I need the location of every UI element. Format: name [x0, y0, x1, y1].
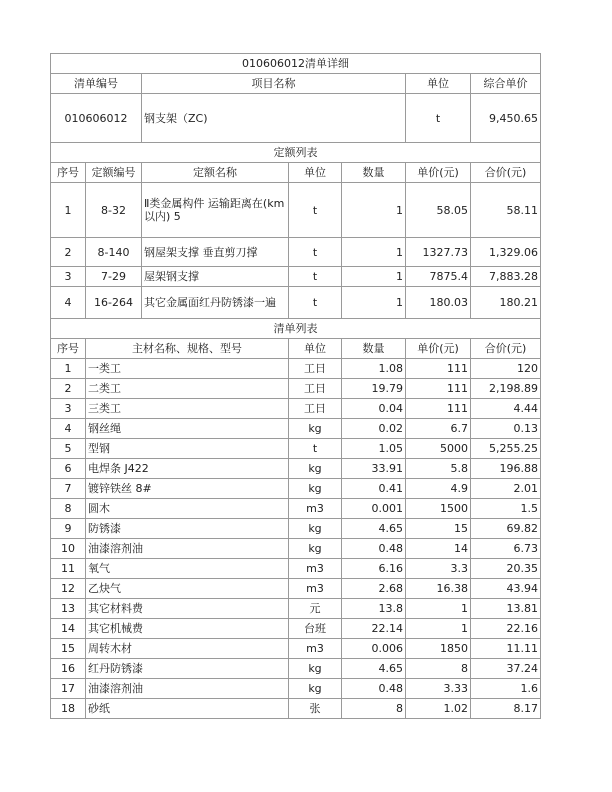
material-row	[51, 379, 541, 399]
quota-qty: 1	[342, 287, 406, 319]
material-name: 二类工	[86, 379, 289, 399]
material-unit: 工日	[289, 359, 342, 379]
material-unit: kg	[289, 459, 342, 479]
bill-code-header: 清单编号	[51, 74, 142, 94]
material-name: 防锈漆	[86, 519, 289, 539]
material-row	[51, 539, 541, 559]
material-seq: 18	[51, 699, 86, 719]
material-qty: 2.68	[342, 579, 406, 599]
material-unit: 元	[289, 599, 342, 619]
quota-seq: 3	[51, 267, 86, 287]
material-unit: 工日	[289, 399, 342, 419]
material-unit-price: 111	[406, 359, 471, 379]
material-qty: 8	[342, 699, 406, 719]
material-seq: 15	[51, 639, 86, 659]
material-name: 乙炔气	[86, 579, 289, 599]
material-unit: m3	[289, 499, 342, 519]
material-qty: 0.02	[342, 419, 406, 439]
material-qty: 22.14	[342, 619, 406, 639]
material-name: 周转木材	[86, 639, 289, 659]
material-unit: kg	[289, 539, 342, 559]
quota-code: 16-264	[86, 287, 142, 319]
material-unit: m3	[289, 639, 342, 659]
quota-name: Ⅱ类金属构件 运输距离在(km以内) 5	[142, 183, 289, 238]
material-qty-header: 数量	[342, 339, 406, 359]
material-seq: 5	[51, 439, 86, 459]
material-total: 1.6	[471, 679, 541, 699]
material-seq: 10	[51, 539, 86, 559]
material-total: 8.17	[471, 699, 541, 719]
material-unit: m3	[289, 579, 342, 599]
material-name: 镀锌铁丝 8#	[86, 479, 289, 499]
material-qty: 33.91	[342, 459, 406, 479]
material-name: 圆木	[86, 499, 289, 519]
material-row	[51, 599, 541, 619]
quota-code-header: 定额编号	[86, 163, 142, 183]
material-row	[51, 619, 541, 639]
material-row	[51, 459, 541, 479]
material-seq: 2	[51, 379, 86, 399]
material-total: 22.16	[471, 619, 541, 639]
material-name: 电焊条 J422	[86, 459, 289, 479]
material-row	[51, 399, 541, 419]
material-seq: 16	[51, 659, 86, 679]
material-name: 钢丝绳	[86, 419, 289, 439]
material-qty: 0.006	[342, 639, 406, 659]
material-name: 油漆溶剂油	[86, 539, 289, 559]
material-unit: t	[289, 439, 342, 459]
quota-qty-header: 数量	[342, 163, 406, 183]
material-row	[51, 699, 541, 719]
quota-qty: 1	[342, 183, 406, 238]
material-row	[51, 439, 541, 459]
quota-code: 8-140	[86, 238, 142, 267]
material-row	[51, 499, 541, 519]
material-total: 2.01	[471, 479, 541, 499]
quota-seq: 4	[51, 287, 86, 319]
composite-price: 9,450.65	[471, 94, 541, 143]
material-unit: kg	[289, 679, 342, 699]
material-seq: 11	[51, 559, 86, 579]
quota-total: 180.21	[471, 287, 541, 319]
material-total: 11.11	[471, 639, 541, 659]
material-seq: 13	[51, 599, 86, 619]
material-seq: 6	[51, 459, 86, 479]
material-unit-price: 111	[406, 399, 471, 419]
material-qty: 0.41	[342, 479, 406, 499]
material-row	[51, 559, 541, 579]
material-total: 2,198.89	[471, 379, 541, 399]
quota-unit: t	[289, 238, 342, 267]
material-seq: 7	[51, 479, 86, 499]
quota-unit-header: 单位	[289, 163, 342, 183]
material-qty: 19.79	[342, 379, 406, 399]
material-seq: 12	[51, 579, 86, 599]
material-unit: kg	[289, 479, 342, 499]
item-unit: t	[406, 94, 471, 143]
material-name: 其它机械费	[86, 619, 289, 639]
quota-seq: 2	[51, 238, 86, 267]
material-total: 13.81	[471, 599, 541, 619]
material-row	[51, 479, 541, 499]
quota-qty: 1	[342, 267, 406, 287]
material-qty: 1.05	[342, 439, 406, 459]
composite-price-header: 综合单价	[471, 74, 541, 94]
material-unit: kg	[289, 419, 342, 439]
item-name-header: 项目名称	[142, 74, 406, 94]
material-unit-price: 14	[406, 539, 471, 559]
material-name: 一类工	[86, 359, 289, 379]
material-seq: 1	[51, 359, 86, 379]
material-unit-price: 3.3	[406, 559, 471, 579]
quota-unit: t	[289, 267, 342, 287]
material-seq: 9	[51, 519, 86, 539]
material-unit-price: 1	[406, 619, 471, 639]
material-qty: 0.48	[342, 679, 406, 699]
material-row	[51, 419, 541, 439]
material-name: 红丹防锈漆	[86, 659, 289, 679]
table-title: 010606012清单详细	[51, 54, 541, 74]
material-row	[51, 579, 541, 599]
material-qty: 0.48	[342, 539, 406, 559]
material-unit: 张	[289, 699, 342, 719]
material-row	[51, 679, 541, 699]
material-unit-price: 5.8	[406, 459, 471, 479]
material-seq-header: 序号	[51, 339, 86, 359]
material-row	[51, 659, 541, 679]
quota-qty: 1	[342, 238, 406, 267]
material-unit: kg	[289, 519, 342, 539]
material-seq: 8	[51, 499, 86, 519]
material-total: 43.94	[471, 579, 541, 599]
quota-total: 1,329.06	[471, 238, 541, 267]
material-total: 20.35	[471, 559, 541, 579]
material-total: 0.13	[471, 419, 541, 439]
quota-unit: t	[289, 287, 342, 319]
material-seq: 17	[51, 679, 86, 699]
material-unit: 工日	[289, 379, 342, 399]
material-qty: 13.8	[342, 599, 406, 619]
quota-code: 7-29	[86, 267, 142, 287]
quota-name-header: 定额名称	[142, 163, 289, 183]
quota-unit-price-header: 单价(元)	[406, 163, 471, 183]
material-unit-header: 单位	[289, 339, 342, 359]
quota-name: 钢屋架支撑 垂直剪刀撑	[142, 238, 289, 267]
bill-code: 010606012	[51, 94, 142, 143]
material-total: 6.73	[471, 539, 541, 559]
material-unit-price: 1500	[406, 499, 471, 519]
material-unit-price: 4.9	[406, 479, 471, 499]
material-total: 69.82	[471, 519, 541, 539]
material-total: 1.5	[471, 499, 541, 519]
material-unit: m3	[289, 559, 342, 579]
material-qty: 0.001	[342, 499, 406, 519]
material-unit: 台班	[289, 619, 342, 639]
material-total: 196.88	[471, 459, 541, 479]
quota-code: 8-32	[86, 183, 142, 238]
quota-name: 其它金属面红丹防锈漆一遍	[142, 287, 289, 319]
quota-unit: t	[289, 183, 342, 238]
material-unit-price: 6.7	[406, 419, 471, 439]
material-name: 油漆溶剂油	[86, 679, 289, 699]
material-total-header: 合价(元)	[471, 339, 541, 359]
quota-name: 屋架钢支撑	[142, 267, 289, 287]
material-unit-price: 1850	[406, 639, 471, 659]
material-qty: 6.16	[342, 559, 406, 579]
material-total: 120	[471, 359, 541, 379]
material-unit-price-header: 单价(元)	[406, 339, 471, 359]
material-unit-price: 8	[406, 659, 471, 679]
material-qty: 4.65	[342, 519, 406, 539]
material-name: 氧气	[86, 559, 289, 579]
bill-detail-table	[50, 53, 541, 719]
material-qty: 1.08	[342, 359, 406, 379]
material-name-header: 主材名称、规格、型号	[86, 339, 289, 359]
material-seq: 4	[51, 419, 86, 439]
material-qty: 0.04	[342, 399, 406, 419]
material-unit-price: 1.02	[406, 699, 471, 719]
quota-total: 7,883.28	[471, 267, 541, 287]
unit-header: 单位	[406, 74, 471, 94]
material-unit-price: 3.33	[406, 679, 471, 699]
quota-unit-price: 1327.73	[406, 238, 471, 267]
material-row	[51, 639, 541, 659]
quota-unit-price: 180.03	[406, 287, 471, 319]
material-seq: 3	[51, 399, 86, 419]
material-unit-price: 5000	[406, 439, 471, 459]
list-section-title: 清单列表	[51, 319, 541, 339]
material-name: 型钢	[86, 439, 289, 459]
quota-section-title: 定额列表	[51, 143, 541, 163]
material-unit: kg	[289, 659, 342, 679]
quota-seq: 1	[51, 183, 86, 238]
material-total: 5,255.25	[471, 439, 541, 459]
item-name: 钢支架（ZC)	[142, 94, 406, 143]
quota-unit-price: 58.05	[406, 183, 471, 238]
material-name: 砂纸	[86, 699, 289, 719]
material-seq: 14	[51, 619, 86, 639]
material-name: 其它材料费	[86, 599, 289, 619]
material-total: 4.44	[471, 399, 541, 419]
quota-unit-price: 7875.4	[406, 267, 471, 287]
material-unit-price: 111	[406, 379, 471, 399]
material-qty: 4.65	[342, 659, 406, 679]
material-unit-price: 1	[406, 599, 471, 619]
quota-total: 58.11	[471, 183, 541, 238]
material-unit-price: 16.38	[406, 579, 471, 599]
quota-seq-header: 序号	[51, 163, 86, 183]
material-total: 37.24	[471, 659, 541, 679]
material-name: 三类工	[86, 399, 289, 419]
material-unit-price: 15	[406, 519, 471, 539]
material-row	[51, 519, 541, 539]
quota-total-header: 合价(元)	[471, 163, 541, 183]
material-row	[51, 359, 541, 379]
